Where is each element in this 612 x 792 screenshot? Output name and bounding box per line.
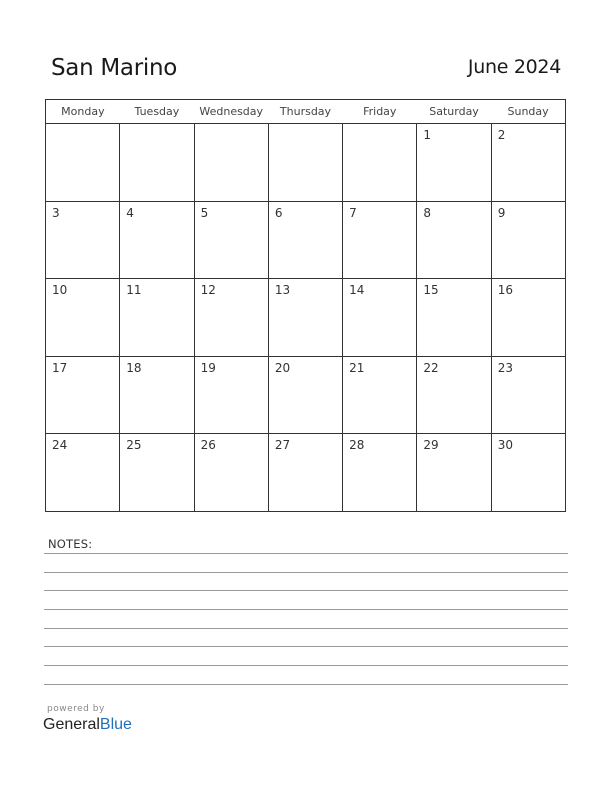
day-cell: 21 <box>343 356 417 434</box>
weekday-header: Sunday <box>491 100 565 124</box>
day-cell: 16 <box>491 279 565 357</box>
generalblue-logo <box>43 716 132 734</box>
weekday-header: Thursday <box>268 100 342 124</box>
note-line <box>44 553 568 554</box>
day-cell: 29 <box>417 434 491 512</box>
day-cell: 17 <box>46 356 120 434</box>
weekday-header: Tuesday <box>120 100 194 124</box>
day-cell: 13 <box>268 279 342 357</box>
day-cell: 7 <box>343 201 417 279</box>
weekday-header: Friday <box>343 100 417 124</box>
day-cell <box>343 124 417 202</box>
day-cell: 12 <box>194 279 268 357</box>
day-cell: 4 <box>120 201 194 279</box>
note-line <box>44 590 568 591</box>
day-cell: 5 <box>194 201 268 279</box>
week-row <box>46 356 566 434</box>
day-cell: 23 <box>491 356 565 434</box>
day-cell: 15 <box>417 279 491 357</box>
logo-blue-text: Blue <box>99 716 132 733</box>
day-cell: 14 <box>343 279 417 357</box>
logo-general-text: General <box>43 716 100 733</box>
weekday-header-row <box>46 100 566 124</box>
day-cell: 19 <box>194 356 268 434</box>
day-cell: 22 <box>417 356 491 434</box>
country-title: San Marino <box>51 55 178 81</box>
week-row <box>46 124 566 202</box>
day-cell: 6 <box>268 201 342 279</box>
day-cell: 20 <box>268 356 342 434</box>
day-cell <box>120 124 194 202</box>
day-cell: 1 <box>417 124 491 202</box>
day-cell: 11 <box>120 279 194 357</box>
week-row <box>46 201 566 279</box>
day-cell: 10 <box>46 279 120 357</box>
day-cell: 28 <box>343 434 417 512</box>
weekday-header: Wednesday <box>194 100 268 124</box>
note-line <box>44 572 568 573</box>
note-line <box>44 684 568 685</box>
note-line <box>44 609 568 610</box>
day-cell: 27 <box>268 434 342 512</box>
day-cell: 26 <box>194 434 268 512</box>
day-cell: 8 <box>417 201 491 279</box>
calendar-grid <box>45 99 566 512</box>
day-cell <box>268 124 342 202</box>
day-cell: 9 <box>491 201 565 279</box>
notes-label: NOTES: <box>48 537 93 551</box>
day-cell: 30 <box>491 434 565 512</box>
day-cell: 2 <box>491 124 565 202</box>
day-cell: 18 <box>120 356 194 434</box>
week-row <box>46 279 566 357</box>
day-cell: 3 <box>46 201 120 279</box>
note-line <box>44 665 568 666</box>
month-year-title: June 2024 <box>467 56 561 78</box>
day-cell: 24 <box>46 434 120 512</box>
day-cell <box>46 124 120 202</box>
note-line <box>44 646 568 647</box>
weekday-header: Monday <box>46 100 120 124</box>
day-cell: 25 <box>120 434 194 512</box>
powered-by-text: powered by <box>47 704 105 714</box>
weekday-header: Saturday <box>417 100 491 124</box>
week-row <box>46 434 566 512</box>
note-line <box>44 628 568 629</box>
day-cell <box>194 124 268 202</box>
